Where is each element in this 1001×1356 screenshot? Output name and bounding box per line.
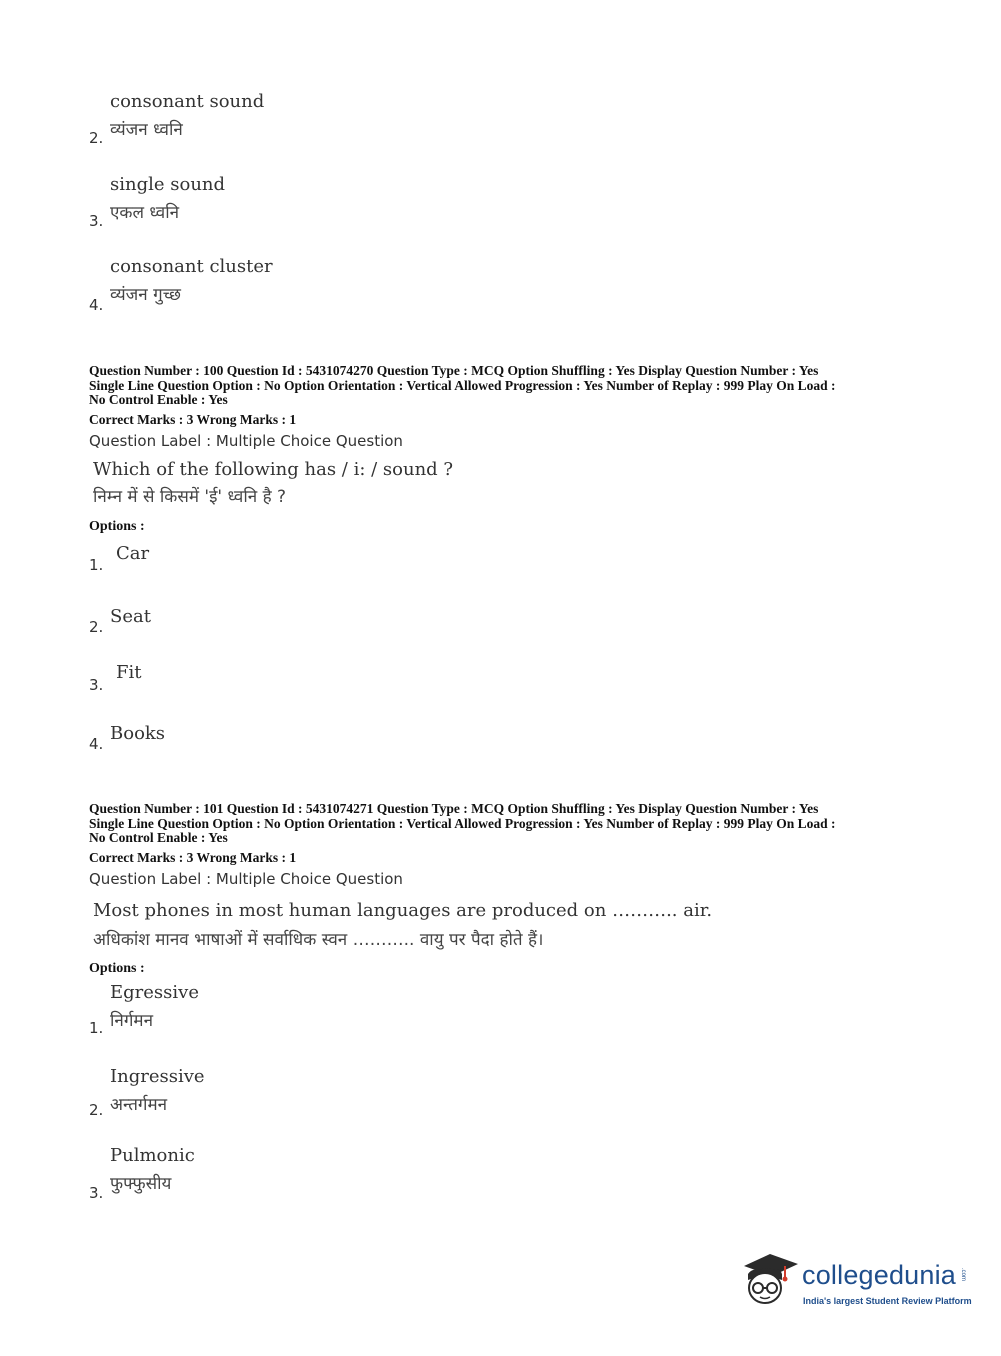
question-meta-line-2: Single Line Question Option : No Option Orientation : Vertical Allowed Progression : Yes Number of Replay : 999 Play On Load : (89, 816, 836, 831)
option-3-number: 3. (89, 676, 104, 694)
option-2-english: consonant sound (110, 91, 265, 112)
option-3-text: Fit (116, 662, 142, 683)
options-heading: Options : (89, 961, 145, 976)
option-1-number: 1. (89, 556, 104, 574)
option-4-english: consonant cluster (110, 256, 273, 277)
option-1-text: Car (116, 543, 150, 564)
option-2-hindi: अन्तर्गमन (110, 1095, 168, 1115)
option-2-hindi: व्यंजन ध्वनि (110, 120, 183, 140)
option-3-hindi: एकल ध्वनि (110, 203, 180, 223)
mascot-logo-icon (740, 1250, 802, 1312)
option-2-number: 2. (89, 1101, 104, 1119)
question-meta-line-3: No Control Enable : Yes (89, 392, 228, 407)
question-label: Question Label : Multiple Choice Question (89, 432, 403, 450)
question-label: Question Label : Multiple Choice Question (89, 870, 403, 888)
option-1-hindi: निर्गमन (110, 1011, 154, 1031)
option-3-number: 3. (89, 1184, 104, 1202)
question-marks: Correct Marks : 3 Wrong Marks : 1 (89, 850, 297, 865)
option-3-english: Pulmonic (110, 1145, 195, 1166)
question-text-hindi: निम्न में से किसमें 'ई' ध्वनि है ? (93, 487, 287, 507)
brand-name: collegedunia (802, 1260, 957, 1290)
option-3-hindi: फुफ्फुसीय (110, 1174, 172, 1194)
option-3-number: 3. (89, 212, 104, 230)
question-text-english: Most phones in most human languages are produced on ……….. air. (93, 900, 713, 921)
option-1-number: 1. (89, 1019, 104, 1037)
question-text-hindi: अधिकांश मानव भाषाओं में सर्वाधिक स्वन ……….. वायु पर पैदा होते हैं। (93, 930, 544, 950)
option-4-hindi: व्यंजन गुच्छ (110, 285, 181, 305)
question-text-english: Which of the following has / i: / sound ? (93, 459, 454, 480)
question-meta-line-1: Question Number : 101 Question Id : 5431074271 Question Type : MCQ Option Shuffling : Yes Display Question Number : Yes (89, 801, 819, 816)
option-2-number: 2. (89, 618, 104, 636)
option-4-text: Books (110, 723, 166, 744)
collegedunia-watermark (740, 1250, 970, 1314)
option-2-english: Ingressive (110, 1066, 205, 1087)
option-2-number: 2. (89, 129, 104, 147)
option-1-english: Egressive (110, 982, 199, 1003)
options-heading: Options : (89, 519, 145, 534)
question-marks: Correct Marks : 3 Wrong Marks : 1 (89, 412, 297, 427)
option-3-english: single sound (110, 174, 226, 195)
brand-tagline: India's largest Student Review Platform (803, 1296, 972, 1306)
option-2-text: Seat (110, 606, 151, 627)
option-4-number: 4. (89, 296, 104, 314)
question-meta-line-1: Question Number : 100 Question Id : 5431074270 Question Type : MCQ Option Shuffling : Yes Display Question Number : Yes (89, 363, 819, 378)
question-meta-line-3: No Control Enable : Yes (89, 830, 228, 845)
option-4-number: 4. (89, 735, 104, 753)
question-meta-line-2: Single Line Question Option : No Option Orientation : Vertical Allowed Progression : Yes Number of Replay : 999 Play On Load : (89, 378, 836, 393)
brand-suffix: .com (960, 1268, 966, 1282)
